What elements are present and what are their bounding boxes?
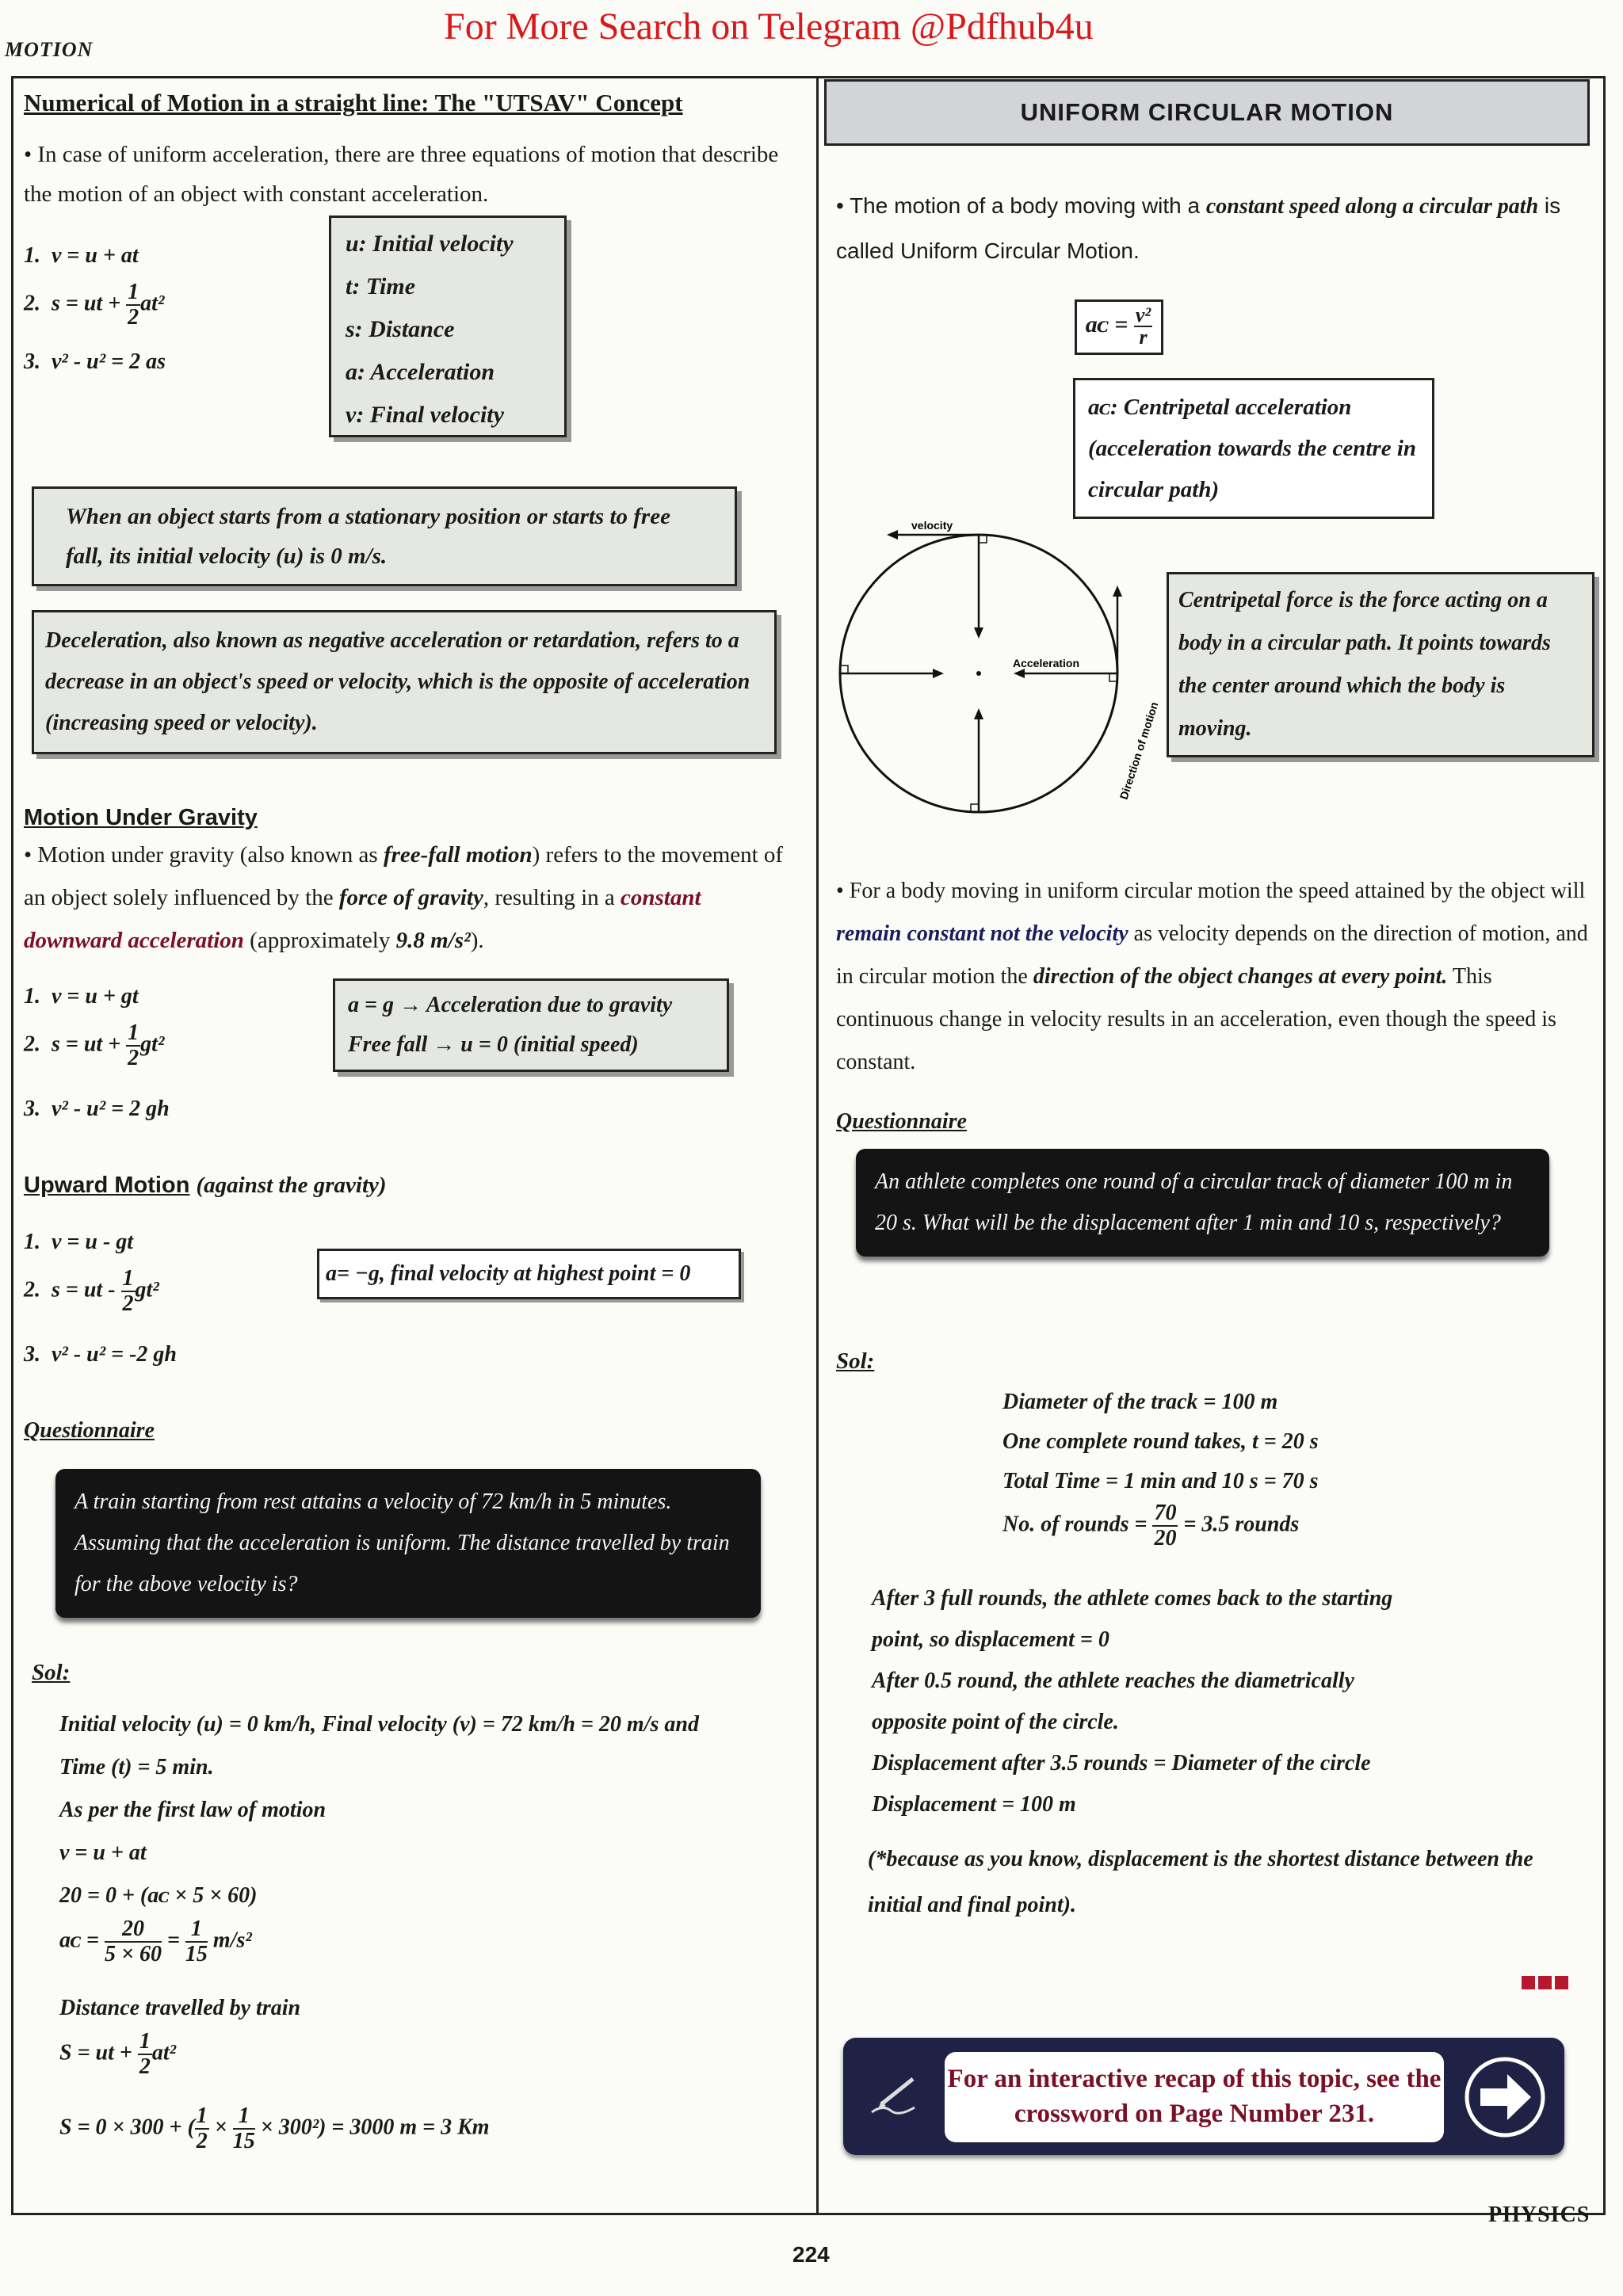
circular-motion-diagram (832, 515, 1165, 824)
right-solution-part1 (1002, 1383, 1557, 1562)
upward-title: Upward Motion (against the gravity) (24, 1173, 387, 1198)
decorative-squares (1522, 1976, 1571, 1993)
ucm-paragraph: • For a body moving in uniform circular motion the speed attained by the object will remain constant not the velocity as velocity depends on the direction of motion, and in circular motion the direction of the object changes at every point. This continuous change in velocity results in an acceleration, even though the speed is constant. (836, 879, 1588, 1074)
eq3: v² - u² = 2 as (52, 349, 166, 374)
gravity-equations: 1. v = u + gt 2. s = ut + $\frac{1}{2}$ gt² 3. v² - u² = 2 gh (24, 984, 170, 1121)
stationary-note-box (32, 486, 737, 586)
eq2: s = ut + (52, 291, 127, 316)
left-solution (59, 1703, 796, 2168)
column-divider (816, 76, 819, 2215)
telegram-banner: For More Search on Telegram @Pdfhub4u (444, 6, 1094, 48)
centripetal-force-box (1167, 572, 1594, 757)
gravity-title: Motion Under Gravity (24, 805, 258, 830)
direction-label: Direction of motion (1117, 700, 1161, 801)
g-eq1: v = u + gt (52, 984, 139, 1009)
eq1-number: 1. (24, 243, 40, 268)
sol-line-3: As per the first law of motion (59, 1798, 327, 1822)
ucm-title: UNIFORM CIRCULAR MOTION (824, 79, 1590, 146)
legend-t: t: Time (346, 273, 416, 299)
center-dot (976, 671, 981, 676)
gravity-box-line2: Free fall → u = 0 (initial speed) (348, 1032, 639, 1057)
g-eq2: s = ut + (52, 1032, 127, 1057)
right-question-box (856, 1149, 1549, 1257)
recap-text: For an interactive recap of this topic, see the crossword on Page Number 231. (945, 2052, 1444, 2142)
gravity-intro: • Motion under gravity (also known as free-fall motion) refers to the movement of an object solely influenced by the force of gravity, resulting in a constant downward acceleration (approximately 9.8 m/s²). (24, 842, 784, 953)
legend-u: u: Initial velocity (346, 231, 514, 257)
pen-writing-icon (867, 2073, 922, 2120)
legend-v: v: Final velocity (346, 402, 504, 428)
centripetal-force-text: Centripetal force is the force acting on a body in a circular path. It points towards the center around which the body is moving. (1178, 588, 1551, 741)
arrow-right-icon[interactable] (1463, 2055, 1547, 2139)
eq2-number: 2. (24, 291, 40, 316)
ucm-intro: • The motion of a body moving with a constant speed along a circular path is called Uniform Circular Motion. (836, 193, 1561, 263)
gravity-box (333, 978, 729, 1072)
deceleration-note: Deceleration, also known as negative acceleration or retardation, refers to a decrease in an object's speed or velocity, which is the opposite of acceleration (increasing speed or velocity). (45, 628, 750, 735)
stationary-note: When an object starts from a stationary position or starts to free fall, its initial velocity (u) is 0 m/s. (66, 504, 670, 569)
legend-a: a: Acceleration (346, 359, 495, 385)
r-sol-line-3: Total Time = 1 min and 10 s = 70 s (1002, 1469, 1319, 1493)
sol-line-4: v = u + at (59, 1840, 147, 1865)
sol-line-2: Time (t) = 5 min. (59, 1755, 214, 1779)
eq1: v = u + at (52, 243, 139, 268)
left-sol-label: Sol: (32, 1660, 71, 1685)
r-sol2-line-5: Displacement after 3.5 rounds = Diameter of the circle (872, 1751, 1371, 1775)
ac-formula-box: aᴄ = $\frac{\text{v²}}{r}$ (1075, 299, 1163, 355)
sol-dist-title: Distance travelled by train (59, 1996, 301, 2020)
sol-line-1: Initial velocity (u) = 0 km/h, Final velocity (v) = 72 km/h = 20 m/s and (59, 1712, 699, 1737)
recap-banner[interactable] (843, 2038, 1564, 2155)
page-number: 224 (792, 2242, 830, 2267)
r-sol2-line-1: After 3 full rounds, the athlete comes back to the starting (872, 1586, 1393, 1611)
sol-final-line: S = 0 × 300 + ( $\frac{1}{2}$ × $\frac{1}{15}$ × 300²) = 3000 m = 3 Km (59, 2103, 490, 2153)
g-eq3: v² - u² = 2 gh (52, 1097, 170, 1121)
acceleration-label: Acceleration (1013, 657, 1080, 669)
left-question-box (55, 1469, 761, 1618)
left-questionnaire-heading: Questionnaire (24, 1418, 155, 1443)
right-sol-label: Sol: (836, 1348, 875, 1374)
legend-s: s: Distance (346, 316, 455, 342)
deceleration-note-box (32, 610, 777, 754)
r-sol2-line-3: After 0.5 round, the athlete reaches the diametrically (872, 1669, 1354, 1693)
chapter-header: MOTION (5, 38, 94, 61)
right-question-text: An athlete completes one round of a circular track of diameter 100 m in 20 s. What will be the displacement after 1 min and 10 s, respectively? (875, 1169, 1513, 1235)
r-sol2-line-4: opposite point of the circle. (872, 1710, 1119, 1734)
r-sol-line-1: Diameter of the track = 100 m (1002, 1390, 1278, 1414)
gravity-box-line1: a = g → Acceleration due to gravity (348, 993, 673, 1017)
r-sol2-line-2: point, so displacement = 0 (872, 1627, 1109, 1652)
variable-legend (329, 215, 567, 437)
u-eq2: s = ut - (52, 1277, 121, 1302)
sol-ac-line: aᴄ = $\frac{20}{5 \times 60}$ = $\frac{1}{15}$ m/s² (59, 1917, 252, 1966)
velocity-label: velocity (911, 519, 953, 532)
eq3-number: 3. (24, 349, 40, 374)
ac-definition: aᴄ: Centripetal acceleration (acceleration towards the centre in circular path) (1088, 395, 1417, 502)
r-sol-line-2: One complete round takes, t = 20 s (1002, 1429, 1319, 1454)
u-eq3: v² - u² = -2 gh (52, 1342, 177, 1367)
sol-s-line: S = ut + $\frac{1}{2}$ at² (59, 2029, 177, 2079)
r-sol-rounds: No. of rounds = $\frac{70}{20}$ = 3.5 rounds (1002, 1501, 1300, 1550)
upward-equations: 1. v = u - gt 2. s = ut - $\frac{1}{2}$ gt² 3. v² - u² = -2 gh (24, 1230, 177, 1367)
ac-definition-box (1073, 378, 1434, 519)
equations-of-motion: 1. v = u + at 2. s = ut + $\frac{1}{2}$ at² 3. v² - u² = 2 as (24, 243, 166, 374)
subject-footer: PHYSICS (1488, 2203, 1591, 2227)
right-footnote: (*because as you know, displacement is the shortest distance between the initial and final point). (868, 1847, 1533, 1917)
u-eq1: v = u - gt (52, 1230, 134, 1254)
section1-intro: • In case of uniform acceleration, there are three equations of motion that describe the motion of an object with constant acceleration. (24, 142, 779, 207)
right-questionnaire-heading: Questionnaire (836, 1109, 967, 1134)
right-solution-part2 (872, 1578, 1569, 1825)
sol-line-5: 20 = 0 + (aᴄ × 5 × 60) (59, 1883, 258, 1908)
left-question-text: A train starting from rest attains a velocity of 72 km/h in 5 minutes. Assuming that the acceleration is uniform. The distance travelled by train for the above velocity is? (74, 1489, 730, 1596)
upward-box (317, 1249, 741, 1299)
section1-title: Numerical of Motion in a straight line: The "UTSAV" Concept (24, 89, 683, 116)
upward-box-text: a= −g, final velocity at highest point = 0 (326, 1261, 691, 1286)
r-sol2-line-6: Displacement = 100 m (872, 1792, 1076, 1817)
